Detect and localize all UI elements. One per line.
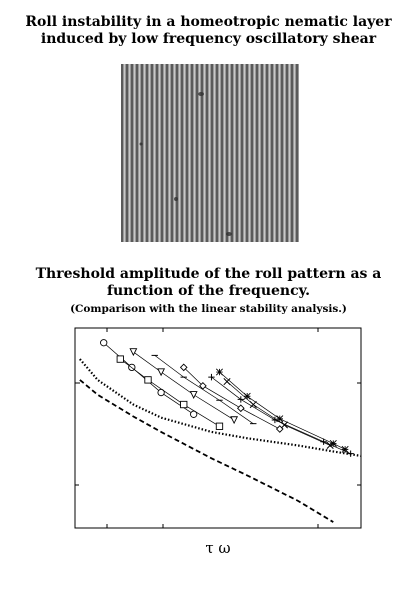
data-point-plus xyxy=(208,374,214,380)
x-axis-label: τ ω xyxy=(205,539,231,557)
data-point-star xyxy=(342,446,348,452)
theory-curve-dashed xyxy=(80,380,333,522)
data-point-star xyxy=(277,416,283,422)
series-line-square xyxy=(120,359,219,426)
series-star xyxy=(216,369,348,453)
chart-subtitle: (Comparison with the linear stability analysis.) xyxy=(70,303,347,315)
chart-title-line-2: function of the frequency. xyxy=(106,283,311,299)
data-point-plus xyxy=(347,450,353,456)
data-point-circle xyxy=(101,340,107,346)
figure-title-line-2: induced by low frequency oscillatory shear xyxy=(40,31,377,47)
data-point-square xyxy=(117,356,123,362)
series-dash xyxy=(152,355,257,423)
data-point-square xyxy=(145,377,151,383)
threshold-chart xyxy=(0,320,417,590)
series-line-dash xyxy=(155,355,254,423)
micrograph-image xyxy=(121,64,299,242)
data-point-star xyxy=(216,369,222,375)
series-line-star xyxy=(219,372,345,449)
chart-title-line-1: Threshold amplitude of the roll pattern as a xyxy=(35,266,382,282)
data-series xyxy=(101,340,354,457)
data-point-star xyxy=(330,440,336,446)
figure-title xyxy=(0,14,417,48)
data-point-triangle xyxy=(158,369,164,375)
data-point-triangle xyxy=(130,349,136,355)
figure-title-line-1: Roll instability in a homeotropic nematic layer xyxy=(25,14,392,30)
data-point-triangle xyxy=(231,417,237,423)
data-point-triangle xyxy=(190,392,196,398)
series-line-cross xyxy=(227,382,330,446)
data-point-star xyxy=(244,393,250,399)
data-point-diamond xyxy=(238,405,244,411)
series-line-triangle xyxy=(133,352,234,420)
data-point-cross xyxy=(224,378,230,384)
data-point-plus xyxy=(238,396,244,402)
series-line-diamond xyxy=(184,367,280,429)
data-point-square xyxy=(181,401,187,407)
series-diamond xyxy=(181,364,283,432)
series-triangle xyxy=(130,349,237,423)
chart-title xyxy=(0,266,417,300)
data-point-square xyxy=(216,423,222,429)
